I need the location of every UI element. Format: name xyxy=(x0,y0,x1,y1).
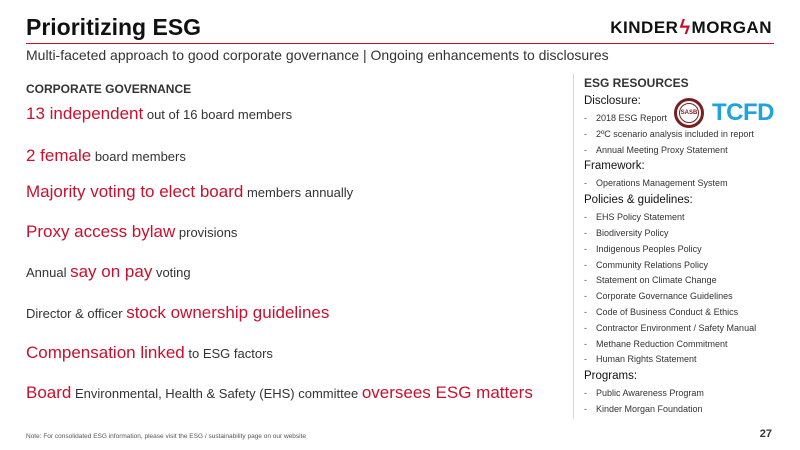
resource-category: Policies & guidelines: xyxy=(584,194,693,207)
resource-category: Framework: xyxy=(584,160,645,173)
governance-highlight: Majority voting to elect board xyxy=(26,182,244,201)
dash-bullet-icon: - xyxy=(584,307,587,317)
resource-item xyxy=(584,339,728,349)
governance-heading: CORPORATE GOVERNANCE xyxy=(26,82,192,96)
governance-item xyxy=(26,146,186,166)
resource-item xyxy=(584,275,717,285)
resource-item-label: 2018 ESG Report xyxy=(596,113,668,123)
resource-item-label: Kinder Morgan Foundation xyxy=(596,404,703,414)
resource-item xyxy=(584,323,756,333)
framework-badges xyxy=(674,98,774,128)
dash-bullet-icon: - xyxy=(584,291,587,302)
governance-text: out of 16 board members xyxy=(143,107,293,122)
dash-bullet-icon: - xyxy=(584,322,587,333)
resource-item-label: Public Awareness Program xyxy=(596,388,704,399)
resource-item-label: Community Relations Policy xyxy=(596,259,709,270)
resource-category: Programs: xyxy=(584,370,638,383)
dash-bullet-icon: - xyxy=(584,128,587,139)
dash-bullet-icon: - xyxy=(584,228,587,238)
resource-item-label: 2ºC scenario analysis included in report xyxy=(596,128,754,139)
resource-item xyxy=(584,260,708,270)
governance-item xyxy=(26,303,329,323)
dash-bullet-icon: - xyxy=(584,404,587,414)
resource-item xyxy=(584,388,704,398)
dash-bullet-icon: - xyxy=(584,113,587,123)
resource-item xyxy=(584,291,733,301)
governance-item xyxy=(26,104,292,124)
title-rule xyxy=(26,43,774,44)
logo-text-right: MORGAN xyxy=(691,18,772,37)
resource-item xyxy=(584,307,738,317)
resource-category: Disclosure: xyxy=(584,95,641,107)
governance-highlight: Board xyxy=(26,383,72,402)
footnote: Note: For consolidated ESG information, please visit the ESG / sustainability page on our website xyxy=(26,433,307,440)
governance-text: Annual xyxy=(26,265,71,280)
slide-subtitle: Multi-faceted approach to good corporate governance | Ongoing enhancements to disclosures xyxy=(26,47,609,63)
governance-item xyxy=(26,343,273,363)
resource-item xyxy=(584,244,702,254)
resource-item xyxy=(584,404,703,414)
dash-bullet-icon: - xyxy=(584,243,587,254)
resource-item-label: Human Rights Statement xyxy=(596,354,697,365)
column-divider xyxy=(573,74,574,419)
resources-heading: ESG RESOURCES xyxy=(584,76,689,90)
governance-item xyxy=(26,222,237,242)
dash-bullet-icon: - xyxy=(584,338,587,349)
dash-bullet-icon: - xyxy=(584,259,587,270)
logo-text-left: KINDER xyxy=(610,18,679,37)
resource-item xyxy=(584,228,669,238)
slide-title: Prioritizing ESG xyxy=(26,14,202,40)
resource-item xyxy=(584,113,667,123)
resource-item xyxy=(584,178,728,188)
governance-highlight: 2 female xyxy=(26,146,92,165)
resource-item xyxy=(584,129,754,139)
dash-bullet-icon: - xyxy=(584,144,587,155)
tcfd-logo: TCFD xyxy=(712,99,774,126)
lightning-bolt-icon: ϟ xyxy=(679,17,691,39)
resource-item-label: Annual Meeting Proxy Statement xyxy=(596,144,728,155)
governance-highlight: oversees ESG matters xyxy=(361,383,533,402)
governance-text: Environmental, Health & Safety (EHS) committee xyxy=(71,386,362,401)
sasb-seal-icon xyxy=(674,98,704,128)
resource-item-label: Indigenous Peoples Policy xyxy=(596,243,702,254)
governance-highlight: Proxy access bylaw xyxy=(26,222,176,241)
governance-item xyxy=(26,383,533,403)
kinder-morgan-logo xyxy=(610,18,772,38)
governance-text: to ESG factors xyxy=(184,346,273,361)
resource-item-label: Biodiversity Policy xyxy=(596,228,669,238)
dash-bullet-icon: - xyxy=(584,178,587,189)
page-number: 27 xyxy=(759,428,772,440)
dash-bullet-icon: - xyxy=(584,212,587,223)
governance-highlight: 13 independent xyxy=(26,104,144,123)
sasb-label: SASB xyxy=(680,110,698,116)
governance-text: Director & officer xyxy=(26,306,127,321)
resource-item xyxy=(584,354,697,364)
governance-text: board members xyxy=(91,149,186,164)
dash-bullet-icon: - xyxy=(584,275,587,286)
resource-item-label: Code of Business Conduct & Ethics xyxy=(596,307,739,317)
resource-item xyxy=(584,145,728,155)
governance-text: voting xyxy=(152,265,191,280)
dash-bullet-icon: - xyxy=(584,354,587,365)
governance-highlight: say on pay xyxy=(70,262,153,281)
resource-item-label: Statement on Climate Change xyxy=(596,275,717,286)
resource-item-label: Operations Management System xyxy=(596,178,728,189)
resource-item-label: EHS Policy Statement xyxy=(596,212,685,223)
resource-item-label: Contractor Environment / Safety Manual xyxy=(596,322,757,333)
governance-text: provisions xyxy=(175,225,238,240)
dash-bullet-icon: - xyxy=(584,388,587,399)
governance-item xyxy=(26,182,353,202)
governance-text: members annually xyxy=(243,185,354,200)
governance-highlight: stock ownership guidelines xyxy=(126,303,330,322)
resource-item-label: Methane Reduction Commitment xyxy=(596,338,728,349)
governance-highlight: Compensation linked xyxy=(26,343,185,362)
resource-item-label: Corporate Governance Guidelines xyxy=(596,291,733,302)
resource-item xyxy=(584,212,685,222)
governance-item xyxy=(26,262,191,282)
